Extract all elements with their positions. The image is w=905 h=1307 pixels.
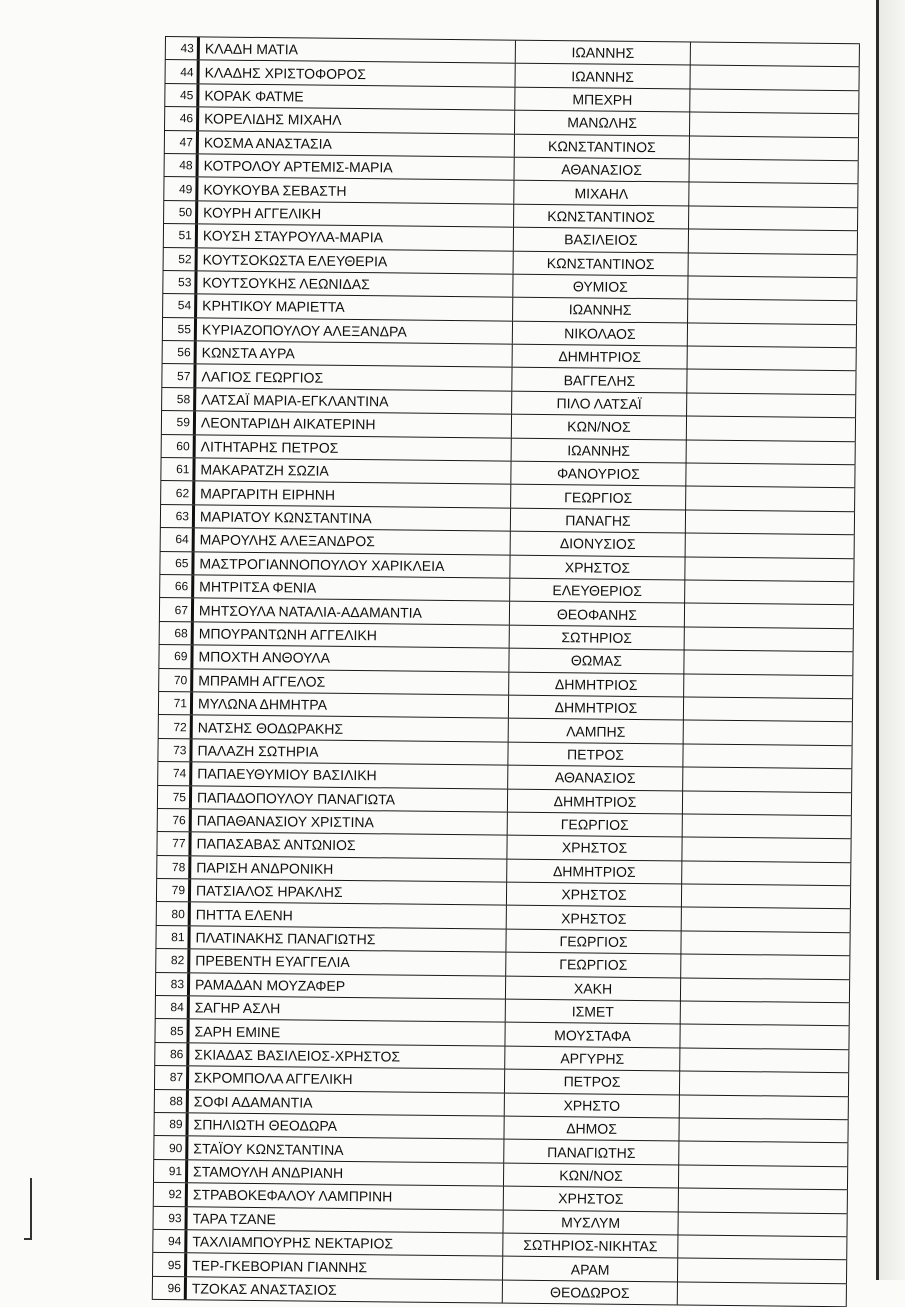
empty-cell — [684, 627, 854, 651]
row-number: 67 — [159, 598, 191, 621]
empty-cell — [688, 206, 858, 230]
row-number: 93 — [153, 1206, 185, 1229]
father-name-cell: ΛΑΜΠΗΣ — [508, 719, 683, 743]
row-number: 85 — [154, 1019, 186, 1042]
full-name-cell: ΚΟΥΚΟΥΒΑ ΣΕΒΑΣΤΗ — [195, 178, 513, 204]
empty-cell — [678, 1165, 848, 1189]
row-number: 55 — [162, 318, 194, 341]
father-name-cell: ΙΩΑΝΝΗΣ — [515, 41, 690, 65]
father-name-cell: ΒΑΣΙΛΕΙΟΣ — [513, 228, 688, 252]
row-number: 54 — [162, 294, 194, 317]
empty-cell — [683, 721, 853, 745]
empty-cell — [681, 908, 851, 932]
empty-cell — [687, 276, 857, 300]
father-name-cell: ΙΩΑΝΝΗΣ — [512, 298, 687, 322]
row-number: 96 — [152, 1277, 184, 1300]
father-name-cell: ΜΟΥΣΤΑΦΑ — [504, 1023, 679, 1047]
row-number: 81 — [155, 926, 187, 949]
full-name-cell: ΤΕΡ-ΓΚΕΒΟΡΙΑΝ ΓΙΑΝΝΗΣ — [184, 1254, 502, 1280]
row-number: 94 — [152, 1230, 184, 1253]
full-name-cell: ΜΗΤΣΟΥΛΑ ΝΑΤΑΛΙΑ-ΑΔΑΜΑΝΤΙΑ — [191, 599, 509, 625]
father-name-cell: ΘΕΟΔΩΡΟΣ — [502, 1280, 677, 1304]
full-name-cell: ΛΑΤΣΑΪ ΜΑΡΙΑ-ΕΓΚΛΑΝΤΙΝΑ — [193, 388, 511, 414]
full-name-cell: ΚΟΥΤΣΟΚΩΣΤΑ ΕΛΕΥΘΕΡΙΑ — [195, 248, 513, 274]
empty-cell — [680, 931, 850, 955]
row-number: 75 — [157, 785, 189, 808]
empty-cell — [680, 978, 850, 1002]
full-name-cell: ΜΗΤΡΙΤΣΑ ΦΕΝΙΑ — [191, 575, 509, 601]
row-number: 48 — [164, 154, 196, 177]
empty-cell — [688, 230, 858, 254]
row-number: 92 — [153, 1183, 185, 1206]
row-number: 64 — [160, 528, 192, 551]
row-number: 86 — [154, 1043, 186, 1066]
father-name-cell: ΧΡΗΣΤΟΣ — [506, 883, 681, 907]
empty-cell — [689, 66, 859, 90]
full-name-cell: ΚΩΝΣΤΑ ΑΥΡΑ — [194, 341, 512, 367]
full-name-cell: ΠΑΡΙΣΗ ΑΝΔΡΟΝΙΚΗ — [188, 856, 506, 882]
row-number: 77 — [156, 832, 188, 855]
full-name-cell: ΣΤΡΑΒΟΚΕΦΑΛΟΥ ΛΑΜΠΡΙΝΗ — [185, 1183, 503, 1209]
row-number: 57 — [161, 364, 193, 387]
father-name-cell: ΔΗΜΗΤΡΙΟΣ — [506, 859, 681, 883]
full-name-cell: ΤΑΧΛΙΑΜΠΟΥΡΗΣ ΝΕΚΤΑΡΙΟΣ — [184, 1230, 502, 1256]
full-name-cell: ΝΑΤΣΗΣ ΘΟΔΩΡΑΚΗΣ — [190, 716, 508, 742]
father-name-cell: ΑΡΑΜ — [502, 1257, 677, 1281]
full-name-cell: ΚΟΥΤΣΟΥΚΗΣ ΛΕΩΝΙΔΑΣ — [194, 271, 512, 297]
empty-cell — [682, 744, 852, 768]
father-name-cell: ΘΕΟΦΑΝΗΣ — [509, 602, 684, 626]
empty-cell — [677, 1282, 847, 1306]
full-name-cell: ΡΑΜΑΔΑΝ ΜΟΥΖΑΦΕΡ — [187, 973, 505, 999]
row-number: 74 — [157, 762, 189, 785]
row-number: 70 — [158, 669, 190, 692]
father-name-cell: ΘΥΜΙΟΣ — [512, 275, 687, 299]
empty-cell — [679, 1048, 849, 1072]
empty-cell — [678, 1142, 848, 1166]
empty-cell — [677, 1235, 847, 1259]
empty-cell — [684, 580, 854, 604]
row-number: 73 — [157, 739, 189, 762]
father-name-cell: ΓΕΩΡΓΙΟΣ — [510, 485, 685, 509]
row-number: 89 — [153, 1113, 185, 1136]
empty-cell — [677, 1259, 847, 1283]
father-name-cell: ΜΙΧΑΗΛ — [513, 181, 688, 205]
father-name-cell: ΧΡΗΣΤΟΣ — [509, 555, 684, 579]
full-name-cell: ΜΑΡΟΥΛΗΣ ΑΛΕΞΑΝΔΡΟΣ — [192, 529, 510, 555]
row-number: 63 — [160, 505, 192, 528]
full-name-cell: ΠΡΕΒΕΝΤΗ ΕΥΑΓΓΕΛΙΑ — [187, 950, 505, 976]
row-number: 62 — [160, 481, 192, 504]
full-name-cell: ΛΕΟΝΤΑΡΙΔΗ ΑΙΚΑΤΕΡΙΝΗ — [193, 412, 511, 438]
father-name-cell: ΙΩΑΝΝΗΣ — [514, 64, 689, 88]
empty-cell — [684, 557, 854, 581]
row-number: 69 — [158, 645, 190, 668]
empty-cell — [686, 440, 856, 464]
empty-cell — [689, 159, 859, 183]
full-name-cell: ΤΖΟΚΑΣ ΑΝΑΣΤΑΣΙΟΣ — [184, 1277, 502, 1303]
full-name-cell: ΣΤΑΪΟΥ ΚΩΝΣΤΑΝΤΙΝΑ — [185, 1137, 503, 1163]
row-number: 87 — [154, 1066, 186, 1089]
father-name-cell: ΚΩΝ/ΝΟΣ — [503, 1163, 678, 1187]
father-name-cell: ΑΘΑΝΑΣΙΟΣ — [507, 766, 682, 790]
full-name-cell: ΚΟΡΕΛΙΔΗΣ ΜΙΧΑΗΛ — [196, 108, 514, 134]
father-name-cell: ΓΕΩΡΓΙΟΣ — [505, 929, 680, 953]
empty-cell — [682, 768, 852, 792]
full-name-cell: ΚΟΤΡΟΛΟΥ ΑΡΤΕΜΙΣ-ΜΑΡΙΑ — [196, 154, 514, 180]
empty-cell — [682, 791, 852, 815]
father-name-cell: ΠΕΤΡΟΣ — [507, 742, 682, 766]
father-name-cell: ΔΗΜΗΤΡΙΟΣ — [507, 789, 682, 813]
full-name-cell: ΠΛΑΤΙΝΑΚΗΣ ΠΑΝΑΓΙΩΤΗΣ — [187, 926, 505, 952]
empty-cell — [685, 487, 855, 511]
full-name-cell: ΣΚΙΑΔΑΣ ΒΑΣΙΛΕΙΟΣ-ΧΡΗΣΤΟΣ — [186, 1043, 504, 1069]
father-name-cell: ΚΩΝΣΤΑΝΤΙΝΟΣ — [513, 204, 688, 228]
father-name-cell: ΔΗΜΗΤΡΙΟΣ — [508, 672, 683, 696]
father-name-cell: ΔΙΟΝΥΣΙΟΣ — [510, 532, 685, 556]
empty-cell — [686, 393, 856, 417]
full-name-cell: ΚΟΥΡΗ ΑΓΓΕΛΙΚΗ — [195, 201, 513, 227]
father-name-cell: ΠΑΝΑΓΗΣ — [510, 508, 685, 532]
father-name-cell: ΣΩΤΗΡΙΟΣ-ΝΙΚΗΤΑΣ — [502, 1234, 677, 1258]
row-number: 60 — [161, 435, 193, 458]
row-number: 61 — [160, 458, 192, 481]
father-name-cell: ΔΗΜΟΣ — [503, 1117, 678, 1141]
father-name-cell: ΕΛΕΥΘΕΡΙΟΣ — [509, 579, 684, 603]
empty-cell — [685, 464, 855, 488]
full-name-cell: ΠΑΠΑΕΥΘΥΜΙΟΥ ΒΑΣΙΛΙΚΗ — [189, 762, 507, 788]
row-number: 45 — [164, 84, 196, 107]
row-number: 72 — [158, 715, 190, 738]
row-number: 66 — [159, 575, 191, 598]
empty-cell — [689, 136, 859, 160]
row-number: 82 — [155, 949, 187, 972]
empty-cell — [679, 1095, 849, 1119]
full-name-cell: ΠΑΠΑΣΑΒΑΣ ΑΝΤΩΝΙΟΣ — [188, 833, 506, 859]
row-number: 50 — [163, 201, 195, 224]
father-name-cell: ΝΙΚΟΛΑΟΣ — [512, 321, 687, 345]
full-name-cell: ΣΟΦΙ ΑΔΑΜΑΝΤΙΑ — [186, 1090, 504, 1116]
full-name-cell: ΚΟΣΜΑ ΑΝΑΣΤΑΣΙΑ — [196, 131, 514, 157]
row-number: 56 — [162, 341, 194, 364]
full-name-cell: ΣΤΑΜΟΥΛΗ ΑΝΔΡΙΑΝΗ — [185, 1160, 503, 1186]
empty-cell — [681, 861, 851, 885]
full-name-cell: ΜΑΡΙΑΤΟΥ ΚΩΝΣΤΑΝΤΙΝΑ — [192, 505, 510, 531]
father-name-cell: ΓΕΩΡΓΙΟΣ — [507, 813, 682, 837]
full-name-cell: ΠΑΠΑΘΑΝΑΣΙΟΥ ΧΡΙΣΤΙΝΑ — [189, 809, 507, 835]
full-name-cell: ΣΑΡΗ ΕΜΙΝΕ — [186, 1020, 504, 1046]
empty-cell — [685, 534, 855, 558]
row-number: 91 — [153, 1160, 185, 1183]
row-number: 79 — [156, 879, 188, 902]
full-name-cell: ΜΥΛΩΝΑ ΔΗΜΗΤΡΑ — [190, 692, 508, 718]
row-number: 51 — [163, 224, 195, 247]
empty-cell — [684, 604, 854, 628]
row-number: 84 — [155, 996, 187, 1019]
full-name-cell: ΜΑΣΤΡΟΓΙΑΝΝΟΠΟΥΛΟΥ ΧΑΡΙΚΛΕΙΑ — [191, 552, 509, 578]
father-name-cell: ΑΘΑΝΑΣΙΟΣ — [514, 158, 689, 182]
father-name-cell: ΠΕΤΡΟΣ — [504, 1070, 679, 1094]
father-name-cell: ΙΣΜΕΤ — [505, 1000, 680, 1024]
empty-cell — [677, 1212, 847, 1236]
row-number: 44 — [165, 60, 197, 83]
full-name-cell: ΜΠΟΧΤΗ ΑΝΘΟΥΛΑ — [190, 645, 508, 671]
empty-cell — [690, 42, 860, 66]
full-name-cell: ΛΑΓΙΟΣ ΓΕΩΡΓΙΟΣ — [193, 365, 511, 391]
empty-cell — [687, 300, 857, 324]
empty-cell — [682, 814, 852, 838]
row-number: 47 — [164, 131, 196, 154]
row-number: 68 — [159, 622, 191, 645]
father-name-cell: ΜΑΝΩΛΗΣ — [514, 111, 689, 135]
empty-cell — [689, 113, 859, 137]
full-name-cell: ΚΥΡΙΑΖΟΠΟΥΛΟΥ ΑΛΕΞΑΝΔΡΑ — [194, 318, 512, 344]
row-number: 83 — [155, 973, 187, 996]
father-name-cell: ΓΕΩΡΓΙΟΣ — [505, 953, 680, 977]
row-number: 49 — [163, 177, 195, 200]
father-name-cell: ΧΡΗΣΤΟ — [504, 1093, 679, 1117]
full-name-cell: ΣΠΗΛΙΩΤΗ ΘΕΟΔΩΡΑ — [185, 1113, 503, 1139]
father-name-cell: ΔΗΜΗΤΡΙΟΣ — [508, 696, 683, 720]
empty-cell — [683, 697, 853, 721]
empty-cell — [686, 417, 856, 441]
empty-cell — [680, 1001, 850, 1025]
row-number: 58 — [161, 388, 193, 411]
full-name-cell: ΠΑΤΣΙΑΛΟΣ ΗΡΑΚΛΗΣ — [188, 879, 506, 905]
full-name-cell: ΚΟΡΑΚ ΦΑΤΜΕ — [196, 84, 514, 110]
empty-cell — [678, 1189, 848, 1213]
full-name-cell: ΛΙΤΗΤΑΡΗΣ ΠΕΤΡΟΣ — [193, 435, 511, 461]
empty-cell — [679, 1025, 849, 1049]
full-name-cell: ΜΠΟΥΡΑΝΤΩΝΗ ΑΓΓΕΛΙΚΗ — [191, 622, 509, 648]
row-number: 95 — [152, 1253, 184, 1276]
row-number: 65 — [159, 552, 191, 575]
full-name-cell: ΚΛΑΔΗΣ ΧΡΙΣΤΟΦΟΡΟΣ — [197, 61, 515, 87]
full-name-cell: ΜΑΚΑΡΑΤΖΗ ΣΩΖΙΑ — [192, 458, 510, 484]
father-name-cell: ΚΩΝΣΤΑΝΤΙΝΟΣ — [514, 134, 689, 158]
father-name-cell: ΧΡΗΣΤΟΣ — [506, 836, 681, 860]
row-number: 53 — [162, 271, 194, 294]
father-name-cell: ΚΩΝ/ΝΟΣ — [511, 415, 686, 439]
full-name-cell: ΠΑΠΑΔΟΠΟΥΛΟΥ ΠΑΝΑΓΙΩΤΑ — [189, 786, 507, 812]
row-number: 43 — [165, 37, 197, 60]
row-number: 71 — [158, 692, 190, 715]
full-name-cell: ΤΑΡΑ ΤΖΑΝΕ — [185, 1207, 503, 1233]
father-name-cell: ΠΙΛΟ ΛΑΤΣΑΪ — [511, 392, 686, 416]
full-name-cell: ΠΑΛΑΖΗ ΣΩΤΗΡΙΑ — [189, 739, 507, 765]
father-name-cell: ΠΑΝΑΓΙΩΤΗΣ — [503, 1140, 678, 1164]
father-name-cell: ΜΠΕΧΡΗ — [514, 87, 689, 111]
empty-cell — [689, 89, 859, 113]
margin-pen-mark — [30, 1178, 32, 1240]
row-number: 59 — [161, 411, 193, 434]
full-name-cell: ΚΡΗΤΙΚΟΥ ΜΑΡΙΕΤΤΑ — [194, 295, 512, 321]
empty-cell — [681, 838, 851, 862]
full-name-cell: ΚΟΥΣΗ ΣΤΑΥΡΟΥΛΑ-ΜΑΡΙΑ — [195, 224, 513, 250]
empty-cell — [688, 183, 858, 207]
full-name-cell: ΠΗΤΤΑ ΕΛΕΝΗ — [188, 903, 506, 929]
empty-cell — [685, 510, 855, 534]
father-name-cell: ΘΩΜΑΣ — [508, 649, 683, 673]
empty-cell — [687, 347, 857, 371]
father-name-cell: ΧΑΚΗ — [505, 976, 680, 1000]
full-name-cell: ΜΑΡΓΑΡΙΤΗ ΕΙΡΗΝΗ — [192, 482, 510, 508]
empty-cell — [686, 370, 856, 394]
empty-cell — [688, 253, 858, 277]
row-number: 52 — [163, 248, 195, 271]
full-name-cell: ΣΑΓΗΡ ΑΣΛΗ — [187, 996, 505, 1022]
father-name-cell: ΔΗΜΗΤΡΙΟΣ — [512, 345, 687, 369]
row-number: 90 — [153, 1136, 185, 1159]
roster-table — [152, 36, 860, 1307]
father-name-cell: ΑΡΓΥΡΗΣ — [504, 1046, 679, 1070]
empty-cell — [681, 885, 851, 909]
scan-page-edge — [876, 0, 879, 1280]
empty-cell — [679, 1072, 849, 1096]
empty-cell — [683, 674, 853, 698]
full-name-cell: ΚΛΑΔΗ ΜΑΤΙΑ — [197, 37, 515, 63]
father-name-cell: ΧΡΗΣΤΟΣ — [503, 1187, 678, 1211]
father-name-cell: ΚΩΝΣΤΑΝΤΙΝΟΣ — [513, 251, 688, 275]
row-number: 80 — [156, 902, 188, 925]
empty-cell — [680, 955, 850, 979]
row-number: 46 — [164, 107, 196, 130]
father-name-cell: ΧΡΗΣΤΟΣ — [506, 906, 681, 930]
empty-cell — [687, 323, 857, 347]
father-name-cell: ΦΑΝΟΥΡΙΟΣ — [510, 462, 685, 486]
row-number: 78 — [156, 856, 188, 879]
row-number: 88 — [154, 1090, 186, 1113]
row-number: 76 — [157, 809, 189, 832]
scan-edge-shadow — [879, 0, 905, 1280]
father-name-cell: ΒΑΓΓΕΛΗΣ — [511, 368, 686, 392]
father-name-cell: ΣΩΤΗΡΙΟΣ — [509, 625, 684, 649]
empty-cell — [683, 651, 853, 675]
empty-cell — [678, 1118, 848, 1142]
full-name-cell: ΜΠΡΑΜΗ ΑΓΓΕΛΟΣ — [190, 669, 508, 695]
full-name-cell: ΣΚΡΟΜΠΟΛΑ ΑΓΓΕΛΙΚΗ — [186, 1066, 504, 1092]
father-name-cell: ΜΥΣΛΥΜ — [502, 1210, 677, 1234]
father-name-cell: ΙΩΑΝΝΗΣ — [511, 438, 686, 462]
